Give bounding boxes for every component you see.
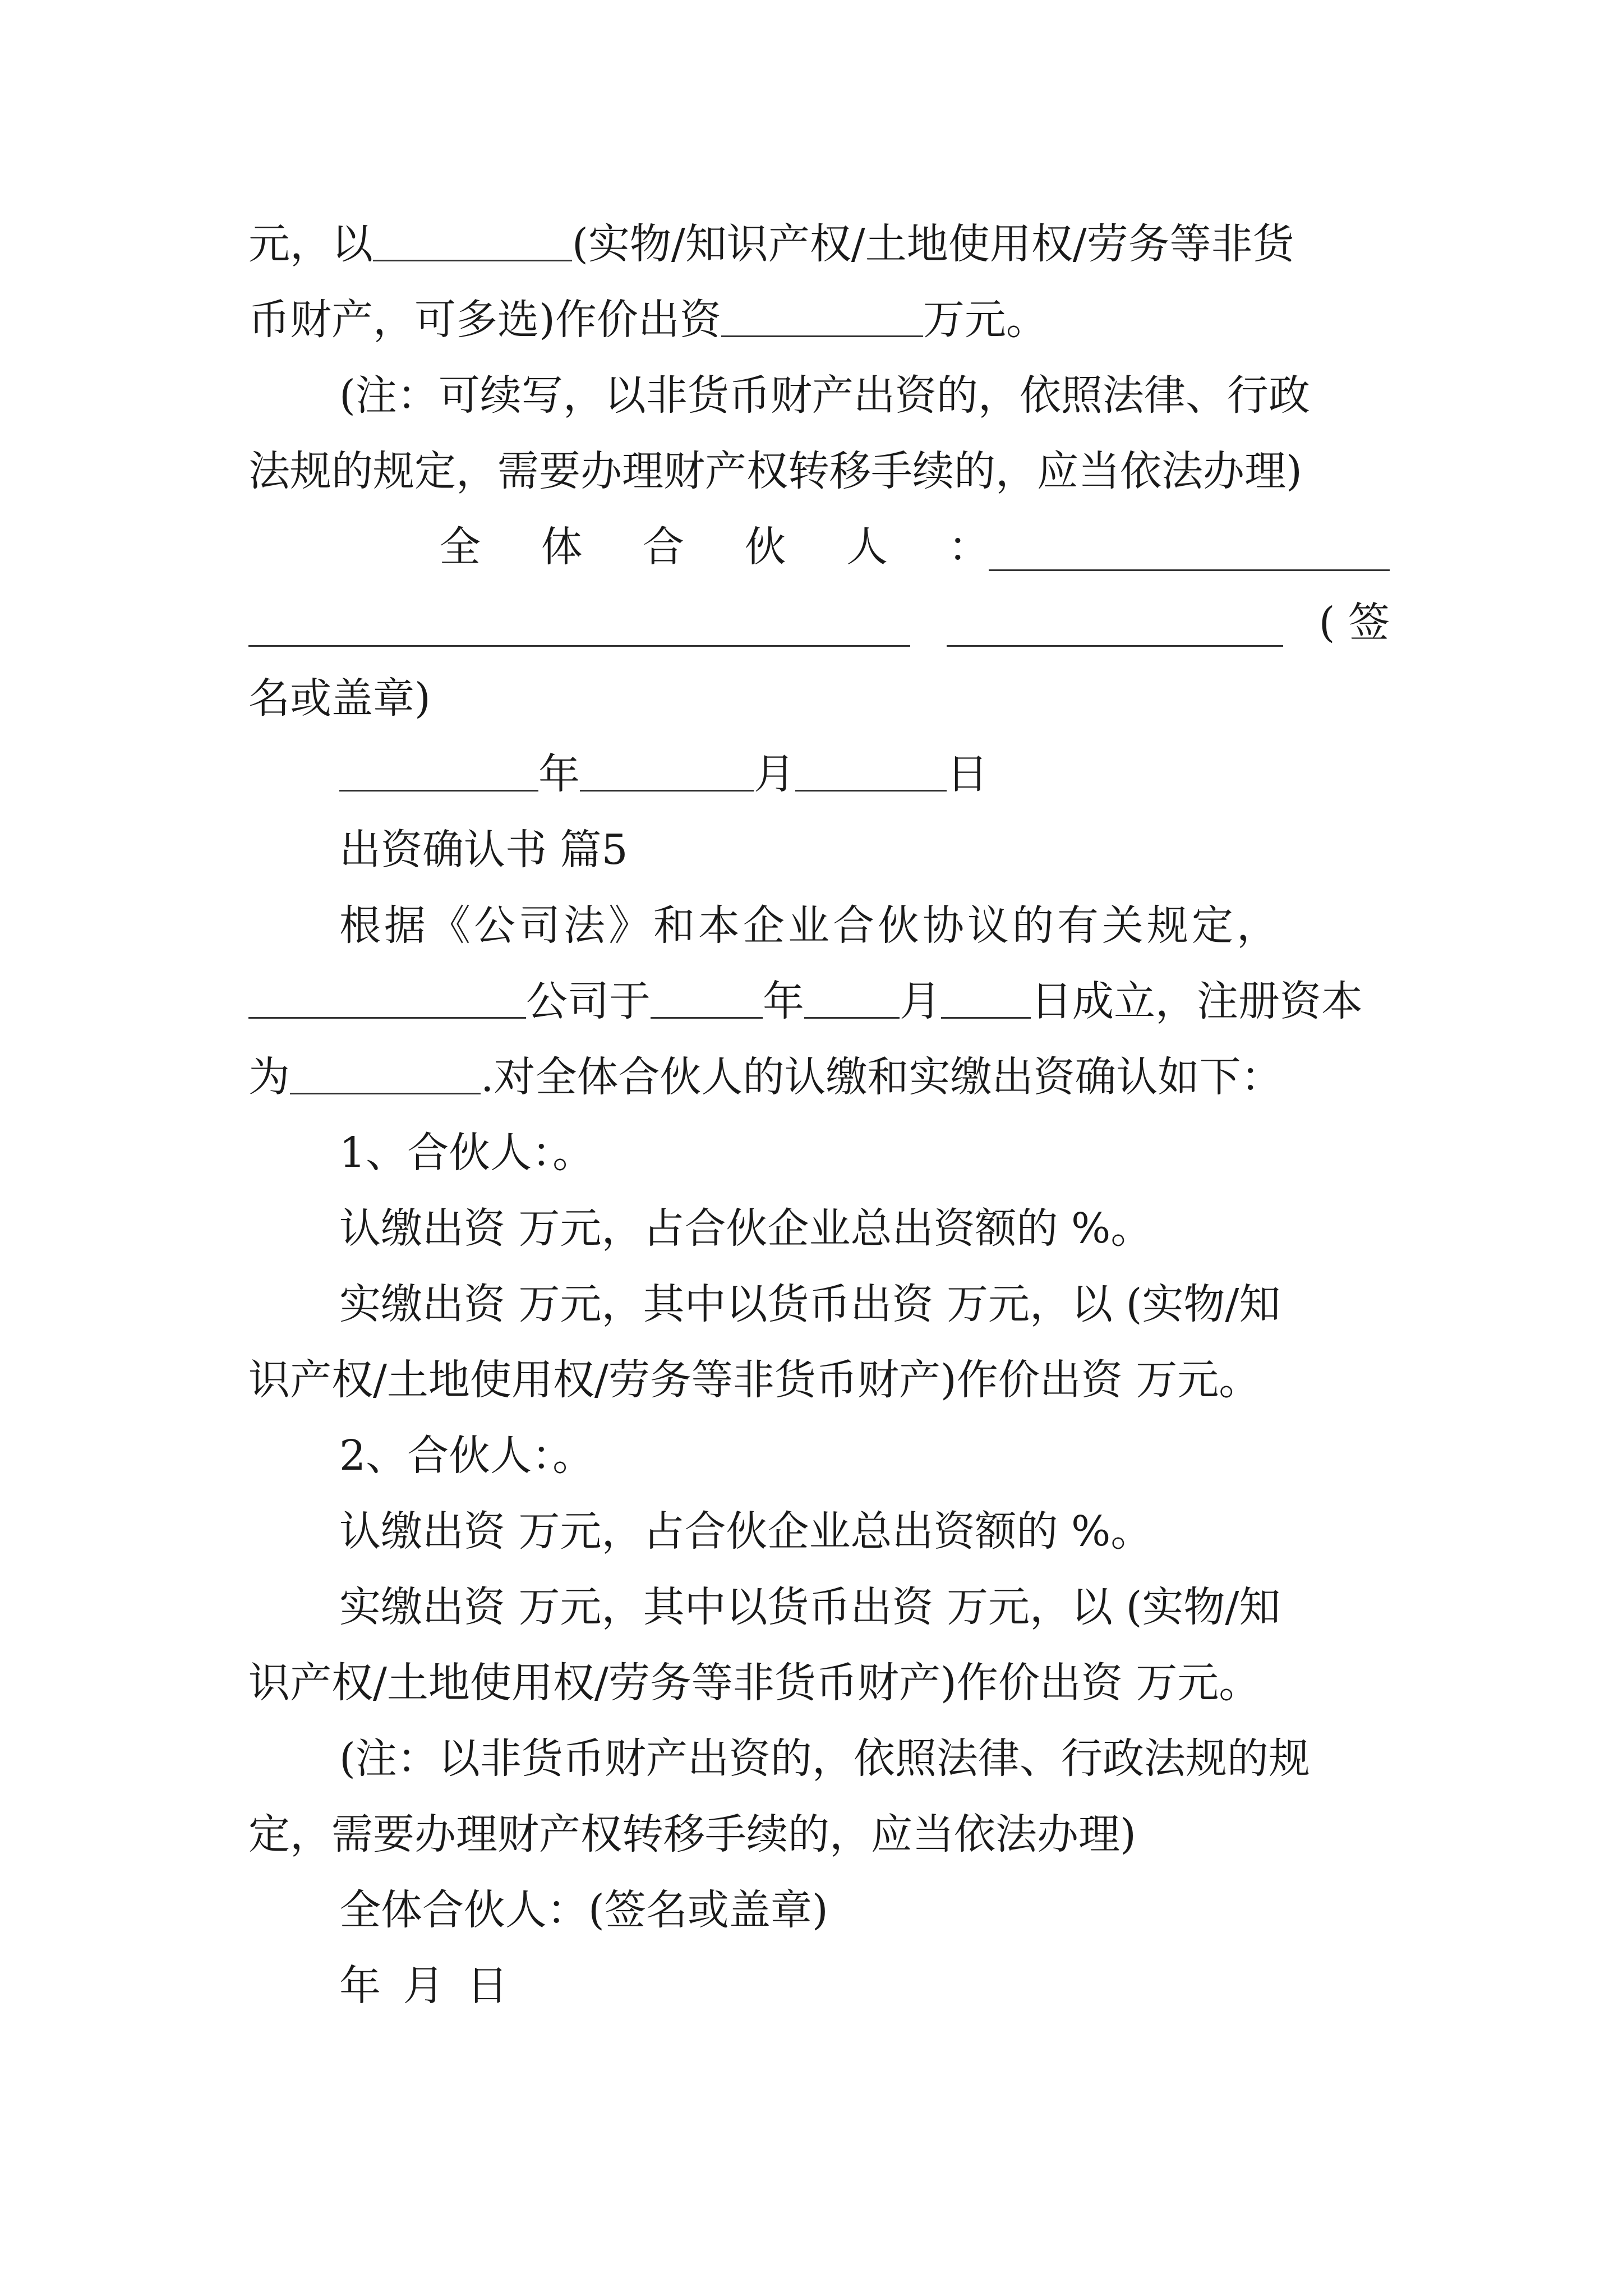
text-line-14 — [339, 1189, 1390, 1268]
year-label: 年 — [538, 750, 580, 798]
text-line-24 — [339, 1947, 1390, 2025]
month-blank — [804, 981, 900, 1019]
text-line-3 — [339, 356, 1390, 435]
text-fragment: (注：以非货币财产出资的，依照法律、行政法规的规 — [339, 1734, 1310, 1783]
text-fragment: 识产权/土地使用权/劳务等非货币财产)作价出资 万元。 — [248, 1356, 1261, 1404]
day-blank — [795, 754, 947, 792]
text-line-15 — [339, 1265, 1390, 1343]
text-fragment: 认缴出资 万元，占合伙企业总出资额的 %。 — [339, 1204, 1152, 1253]
signature-blank — [989, 569, 1390, 571]
text-fragment: (实物/知识产权/土地使用权/劳务等非货 — [572, 220, 1294, 268]
text-fragment: 币财产，可多选)作价出资 — [248, 296, 721, 344]
text-fragment: 法规的规定，需要办理财产权转移手续的，应当依法办理) — [248, 447, 1302, 495]
day-blank — [941, 981, 1031, 1019]
text-line-4 — [248, 432, 1390, 510]
text-fragment: 实缴出资 万元，其中以货币出资 万元，以 (实物/知 — [339, 1280, 1281, 1328]
text-line-6 — [248, 583, 1390, 662]
text-line-23 — [339, 1871, 1390, 1949]
text-line-13 — [339, 1114, 1390, 1192]
text-fragment: 名或盖章) — [248, 674, 431, 723]
day-label: 日 — [947, 750, 988, 798]
text-line-12 — [248, 1038, 1390, 1116]
text-line-21 — [339, 1719, 1390, 1798]
text-line-20 — [248, 1644, 1390, 1722]
fill-blank — [721, 300, 923, 337]
text-fragment: 认缴出资 万元，占合伙企业总出资额的 %。 — [339, 1507, 1152, 1556]
month-blank — [580, 754, 754, 792]
year-blank — [339, 754, 538, 792]
text-line-11 — [248, 962, 1390, 1041]
signature-blank — [947, 645, 1283, 647]
text-fragment: 元，以 — [248, 220, 373, 268]
signature-blank — [248, 645, 910, 647]
text-line-16 — [248, 1341, 1390, 1419]
text-line-2 — [248, 280, 1390, 359]
text-fragment: 出资确认书 篇5 — [339, 826, 628, 874]
text-fragment: 月 — [900, 977, 941, 1025]
text-fragment: 全体合伙人：(签名或盖章) — [339, 1886, 828, 1934]
text-fragment: 1、合伙人：。 — [339, 1129, 594, 1177]
text-line-5 — [248, 508, 1390, 586]
text-fragment: 定，需要办理财产权转移手续的，应当依法办理) — [248, 1810, 1136, 1858]
month-label: 月 — [754, 750, 795, 798]
text-fragment: .对全体合伙人的认缴和实缴出资确认如下： — [481, 1053, 1283, 1101]
text-fragment: 万元。 — [923, 296, 1048, 344]
text-fragment: 根据《公司法》和本企业合伙协议的有关规定， — [339, 901, 1281, 950]
company-blank — [248, 981, 526, 1019]
date-line — [339, 735, 1390, 813]
section-title — [339, 811, 1390, 889]
text-line-17 — [339, 1416, 1390, 1495]
text-fragment: (注：可续写，以非货币财产出资的，依照法律、行政 — [339, 371, 1310, 420]
all-partners-label: 全 体 合 伙 人 ： — [439, 523, 1013, 571]
text-fragment: 日成立，注册资本 — [1031, 977, 1363, 1025]
document-page — [248, 0, 1390, 2296]
text-fragment: 为 — [248, 1053, 290, 1101]
text-line-18 — [339, 1492, 1390, 1571]
text-line-10 — [339, 886, 1390, 965]
text-line-19 — [339, 1568, 1390, 1646]
text-line-22 — [248, 1795, 1390, 1874]
capital-blank — [290, 1057, 481, 1094]
text-fragment: 年 — [763, 977, 804, 1025]
year-blank — [651, 981, 763, 1019]
text-line-7 — [248, 659, 1390, 738]
text-fragment: ( 签 — [1318, 599, 1390, 647]
fill-blank — [373, 224, 572, 261]
text-fragment: 2、合伙人：。 — [339, 1432, 594, 1480]
text-fragment: 年 月 日 — [339, 1962, 513, 2010]
text-fragment: 公司于 — [526, 977, 651, 1025]
text-fragment: 实缴出资 万元，其中以货币出资 万元，以 (实物/知 — [339, 1583, 1281, 1631]
text-fragment: 识产权/土地使用权/劳务等非货币财产)作价出资 万元。 — [248, 1659, 1261, 1707]
text-line-1 — [248, 205, 1390, 283]
